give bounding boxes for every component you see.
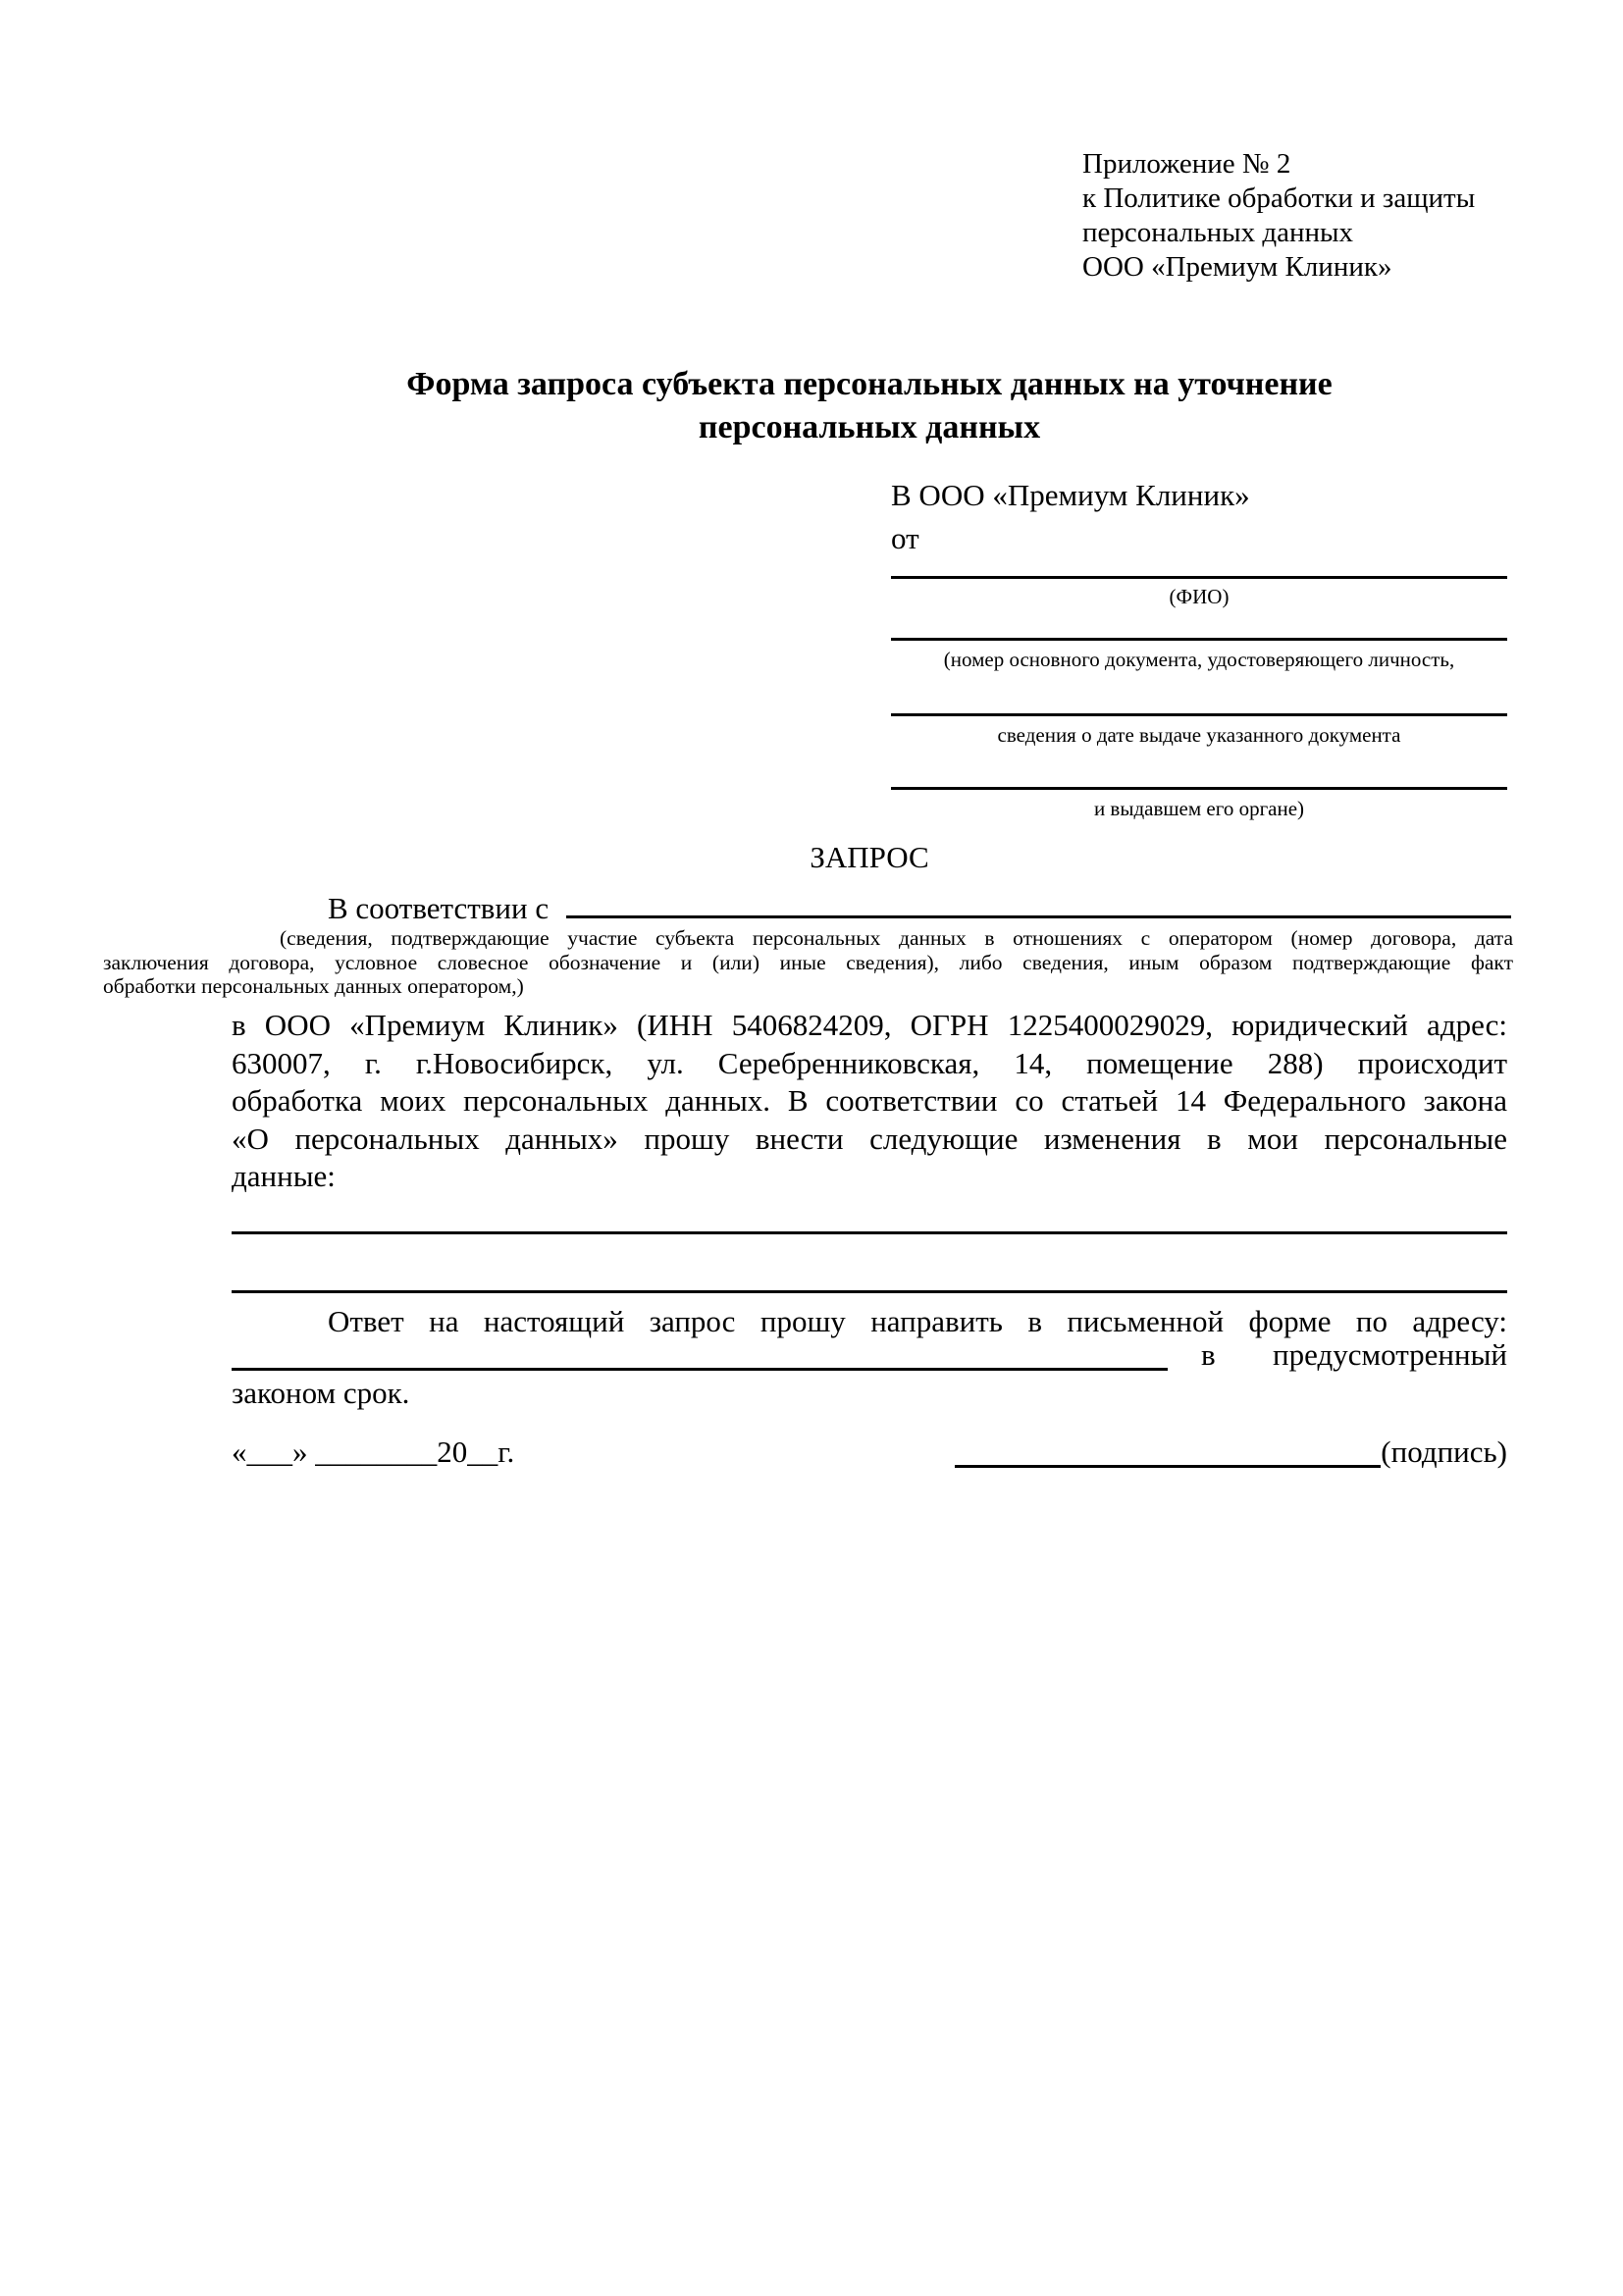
issue-date-caption: сведения о дате выдаче указанного документа (997, 723, 1401, 747)
date-signature-row (232, 1435, 1507, 1472)
intro-row (328, 882, 1511, 926)
response-word-v: в (1201, 1337, 1216, 1372)
fio-blank-underline (891, 576, 1507, 579)
form-title-line: персональных данных (698, 409, 1041, 445)
basis-blank-underline (566, 882, 1511, 918)
footnote-line: обработки персональных данных оператором,) (103, 974, 524, 998)
intro-footnote (103, 926, 1513, 999)
appendix-line: к Политике обработки и защиты (1082, 183, 1476, 214)
address-blank-underline (232, 1337, 1168, 1371)
appendix-block (1082, 147, 1475, 285)
document-number-blank-underline (891, 638, 1507, 641)
issue-date-blank-underline (891, 713, 1507, 716)
date-blank: «___» ________20__г. (232, 1435, 515, 1469)
document-number-caption: (номер основного документа, удостоверяющего личность, (943, 648, 1455, 671)
appendix-line: ООО «Премиум Клиник» (1082, 251, 1392, 283)
appendix-line: персональных данных (1082, 217, 1354, 248)
appendix-line: Приложение № 2 (1082, 148, 1291, 180)
response-word-predusmotrennyy: предусмотренный (1273, 1337, 1507, 1372)
issuing-authority-blank-underline (891, 787, 1507, 790)
intro-label: В соответствии с (328, 891, 556, 925)
body-line: обработка моих персональных данных. В соответствии со статьей 14 Федерального закона (232, 1083, 1507, 1118)
body-line: данные: (232, 1159, 336, 1193)
changes-blank-underline-2 (232, 1290, 1507, 1293)
signature-blank-underline (955, 1435, 1381, 1468)
fio-caption: (ФИО) (1169, 585, 1230, 608)
footnote-line: (сведения, подтверждающие участие субъекта персональных данных в отношениях с оператором (номер договора, дата (280, 926, 1513, 950)
form-title-line: Форма запроса субъекта персональных данных на уточнение (406, 366, 1333, 402)
body-line: «О персональных данных» прошу внести следующие изменения в мои персональные (232, 1121, 1507, 1156)
addressee-to: В ООО «Премиум Клиник» (891, 478, 1250, 512)
request-heading: ЗАПРОС (810, 840, 929, 874)
response-line-2 (232, 1337, 1507, 1375)
body-line: 630007, г. г.Новосибирск, ул. Серебренниковская, 14, помещение 288) происходит (232, 1045, 1507, 1080)
signature-caption: (подпись) (1381, 1435, 1507, 1469)
body-paragraph (232, 1007, 1507, 1196)
issuing-authority-caption: и выдавшем его органе) (1093, 797, 1305, 820)
body-line: в ООО «Премиум Клиник» (ИНН 5406824209, ОГРН 1225400029029, юридический адрес: (232, 1008, 1507, 1042)
addressee-from: от (891, 521, 919, 555)
form-title (232, 363, 1507, 449)
response-line-3: законом срок. (232, 1376, 410, 1410)
footnote-line: заключения договора, условное словесное обозначение и (или) иные сведения), либо сведения, иным образом подтверждающие факт (103, 950, 1513, 974)
response-line-1: Ответ на настоящий запрос прошу направить в письменной форме по адресу: (328, 1304, 1507, 1338)
changes-blank-underline-1 (232, 1231, 1507, 1234)
